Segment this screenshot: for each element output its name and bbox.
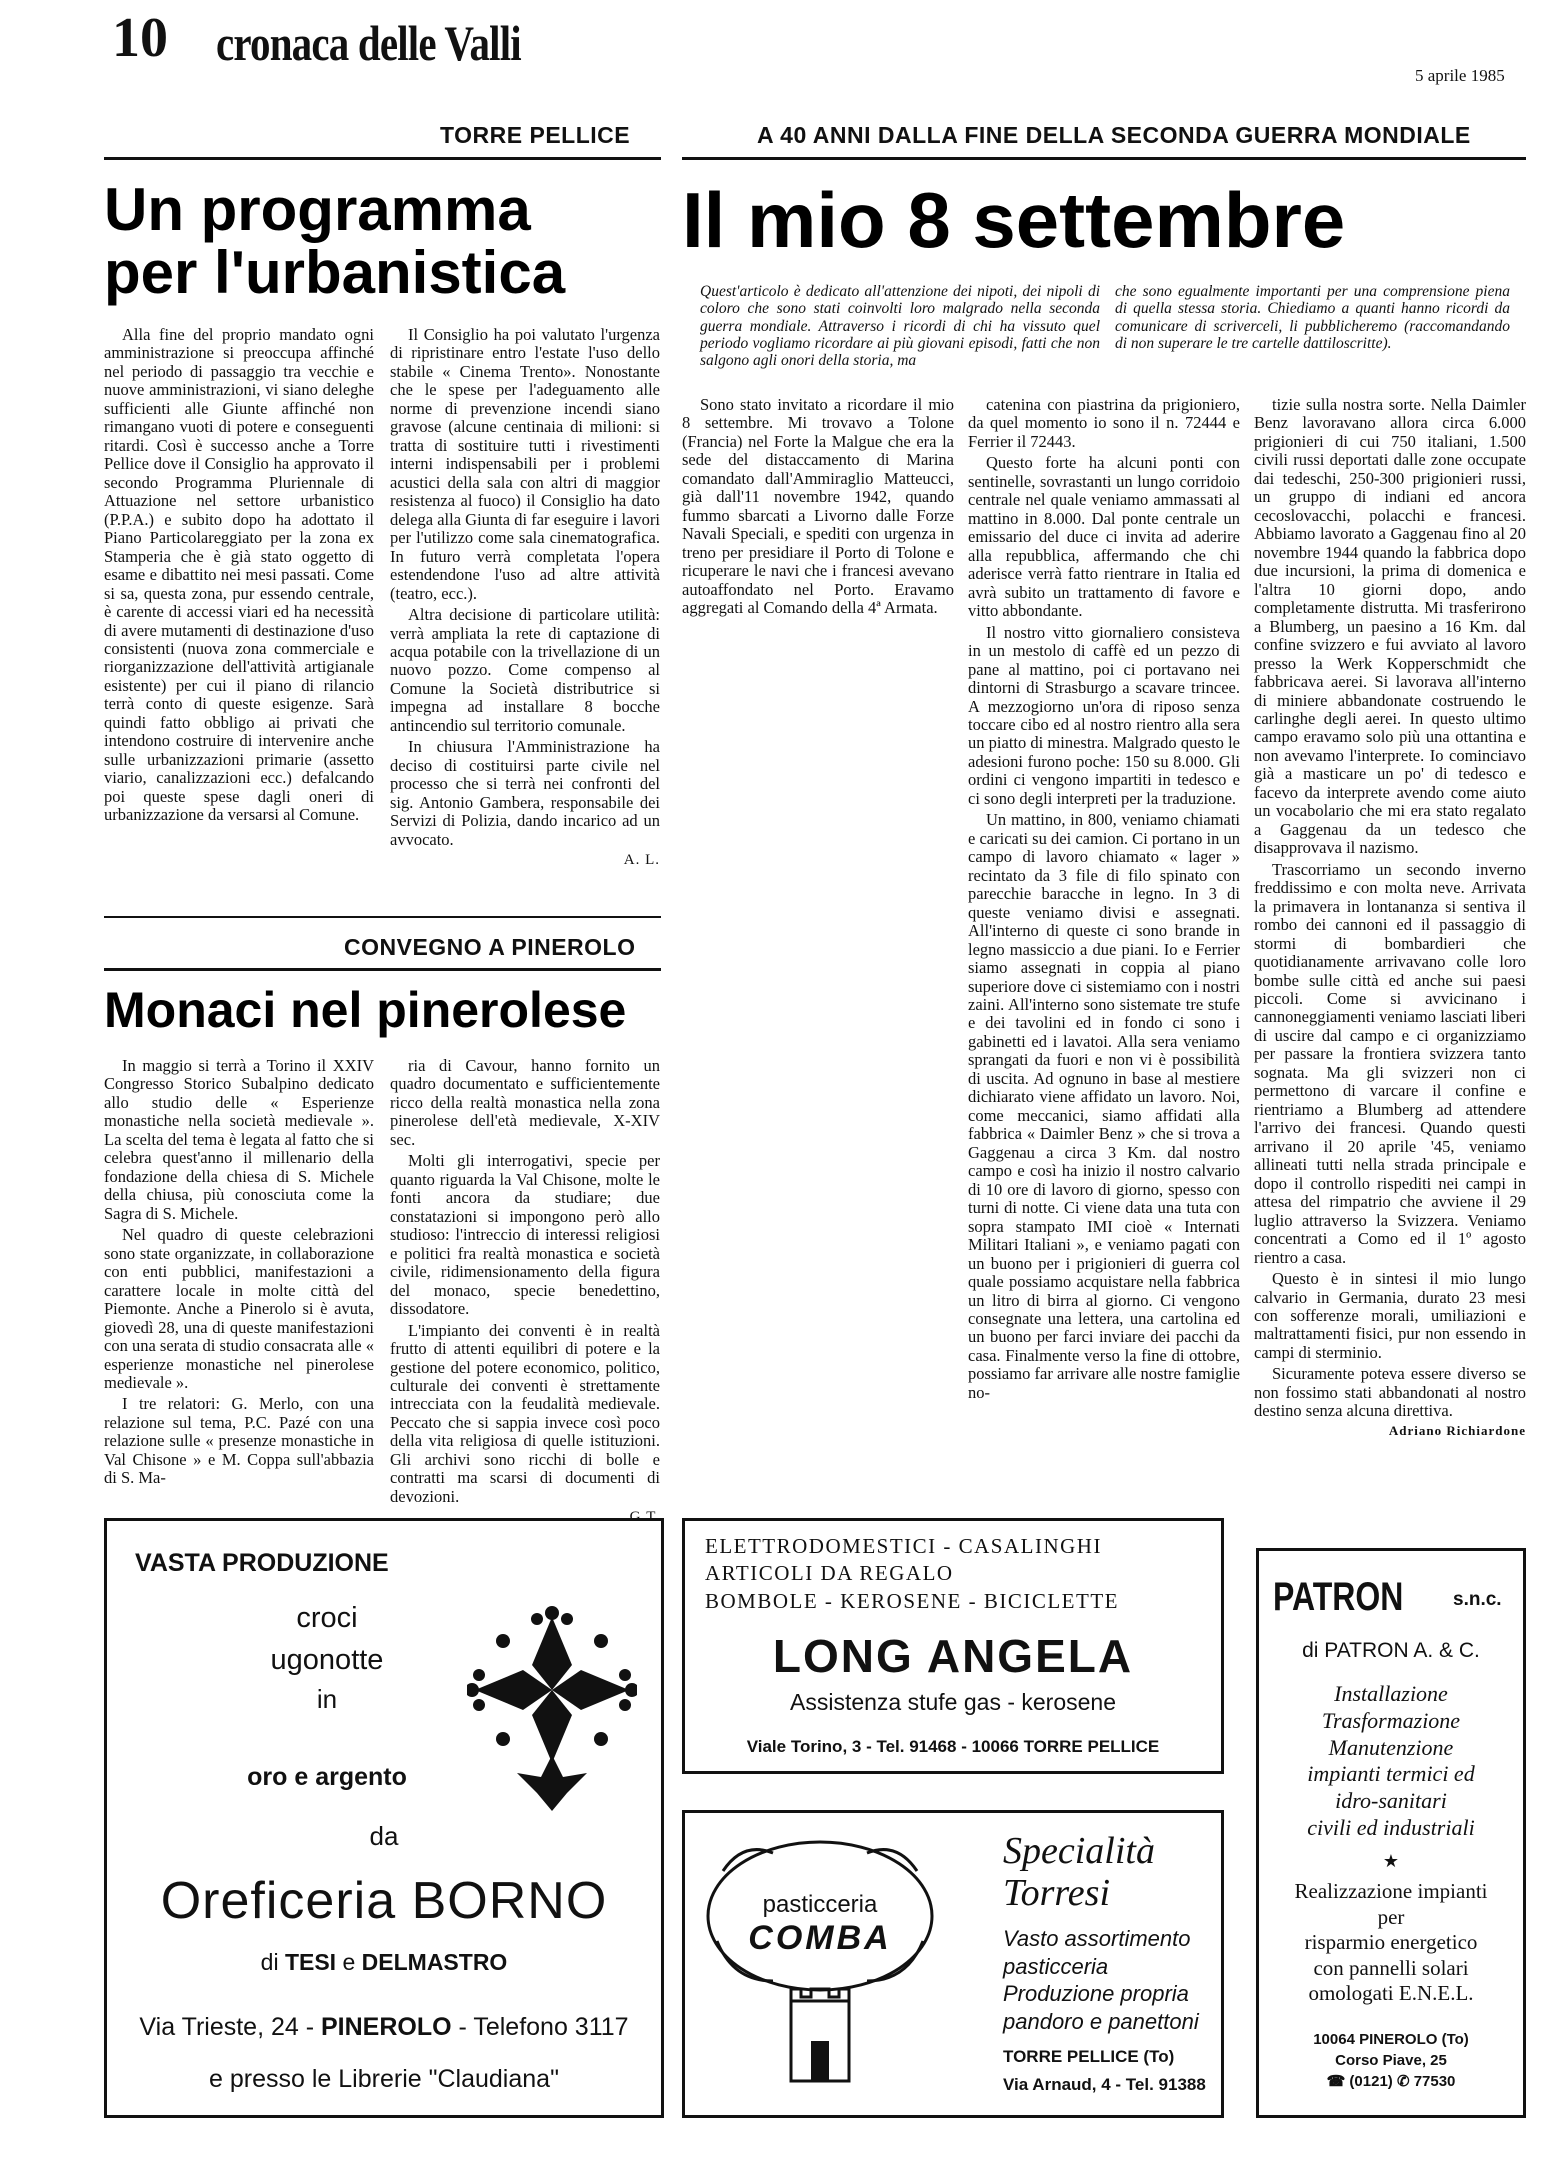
intro-right: che sono egualmente importanti per una comprensione piena di quella stessa storia. Chiediamo a quanti hanno ricordi da comunicare di scriverceli, li pubblicheremo (raccomandando di non superare le tre cartelle dattiloscritte). bbox=[1115, 283, 1510, 353]
paragraph: ria di Cavour, hanno fornito un quadro documentato e sufficientemente ricco della realtà monastica nella zona pinerolese dell'età medievale, X-XIV sec. bbox=[390, 1056, 660, 1149]
ad-long-angela-line: ELETTRODOMESTICI - CASALINGHI bbox=[705, 1534, 1102, 1558]
ad-comba-spec: Torresi bbox=[1003, 1871, 1111, 1914]
paragraph: L'impianto dei conventi è in realtà frutto di attenti equilibri di potere e la gestione del potere economico, politico, culturale dei conventi è strettamente intrecciata con la feudalità medievale. Peccato che si sappia invece così poco della vita religiosa di quelle istituzioni. Gli archivi sono ricchi di bolle e contratti ma scarsi di documenti di devozioni. bbox=[390, 1320, 660, 1506]
ad-borno-shop-b: BORNO bbox=[411, 1872, 608, 1930]
paragraph: Alla fine del proprio mandato ogni amministrazione si preoccupa affinché nel periodo di passaggio tra vecchie e nuove amministrazioni, vi siano deleghe sufficienti alle Giunte affinché non rimangano vuoti di potere e conseguenti ritardi. Così è successo anche a Torre Pellice dove il Consiglio ha approvato il secondo Programma Pluriennale di Attuazione nel settore urbanistico (P.P.A.) e subito dopo ha adottato il Piano Particolareggiato per la zona ex Stamperia che è già stato oggetto di esame e dibattito nei mesi passati. Come si sa, questa zona, pur essendo centrale, è carente di accessi viari ed ha necessità di avere mutamenti di destinazione d'uso consistenti (nuova zona commerciale e riorganizzazione dell'attività artigianale esistente) per cui il piano di rilancio terrà conto di queste esigenze. Sarà quindi fatto obbligo ai privati che intendono costruire di intervenire anche sulle urbanizzazioni primarie (assetto viario, canalizzazioni ecc.) defalcando poi queste spese dagli oneri di urbanizzazione da versarsi al Comune. bbox=[104, 325, 374, 825]
ad-comba-specialties bbox=[1003, 1831, 1155, 1915]
ad-pasticceria-comba bbox=[682, 1810, 1224, 2118]
ad-patron-services bbox=[1259, 1681, 1523, 1842]
headline-line-1: Un programma bbox=[104, 176, 531, 243]
ad-long-angela-service: Assistenza stufe gas - kerosene bbox=[790, 1689, 1116, 1715]
paragraph: Il Consiglio ha poi valutato l'urgenza di ripristinare entro l'estate l'uso dello stabile « Cinema Trento». Nonostante che le spese per l'adeguamento alle norme di prevenzione incendi siano gravose (alcune centinaia di milioni: si tratta di sostituire tutti i rivestimenti interni indispensabili per i problemi acustici della sala con altri di maggior resistenza al fuoco) il Consiglio ha dato delega alla Giunta di far eseguire i lavori per l'utilizzo come sala cinematografica. In futuro verrà completata l'opera estendendone l'uso ad altre attività (teatro, ecc.). bbox=[390, 325, 660, 603]
urbanistica-column-2 bbox=[390, 326, 660, 869]
ad-borno-line: in bbox=[316, 1684, 338, 1715]
paragraph: In maggio si terrà a Torino il XXIV Congresso Storico Subalpino dedicato allo studio delle « Esperienze monastiche nella società medievale ». La scelta del tema è legata al fatto che si celebra quest'anno il millenario della fondazione della chiesa di S. Michele della chiusa, più conosciuta come la Sagra di S. Michele. bbox=[104, 1056, 374, 1223]
ad-borno-address-2: e presso le Librerie "Claudiana" bbox=[209, 2065, 559, 2093]
ad-comba-line: pasticceria bbox=[1003, 1953, 1109, 1979]
paragraph: Il nostro vitto giornaliero consisteva in un mestolo di caffè ed un pezzo di pane al mattino, poi ci portavano nei dintorni di Strasburgo a scavare trincee. A mezzogiorno un'ora di riposo senza toccare cibo ed al nostro rientro alla sera un piatto di minestra. Malgrado questo le adesioni furono poche: 150 su 8.000. Gli ordini ci vengono impartiti in tedesco e ci sono degli interpreti per la traduzione. bbox=[968, 622, 1240, 808]
ad-patron-suffix: s.n.c. bbox=[1453, 1589, 1502, 1610]
paragraph: Nel quadro di queste celebrazioni sono state organizzate, in collaborazione con enti pubblici, manifestazioni a carattere locale in molte città del Piemonte. Anche a Pinerolo si è avuta, giovedì 28, una di queste manifestazioni con una serata di studio consacrata alle « esperienze monastiche nel pinerolese medievale ». bbox=[104, 1225, 374, 1392]
newspaper-title: cronaca delle Valli bbox=[216, 15, 521, 71]
ad-patron-line: Corso Piave, 25 bbox=[1335, 2052, 1447, 2069]
ad-borno-text: Via Trieste, 24 - bbox=[139, 2013, 321, 2041]
ad-patron-line: idro-sanitari bbox=[1335, 1788, 1447, 1814]
section-divider bbox=[104, 916, 661, 918]
ad-patron-line: ☎ (0121) ✆ 77530 bbox=[1326, 2073, 1456, 2090]
ad-patron-line: con pannelli solari bbox=[1313, 1955, 1469, 1980]
ad-comba-town: TORRE PELLICE (To) bbox=[1003, 2047, 1175, 2066]
ad-patron-line: Manutenzione bbox=[1328, 1734, 1454, 1760]
headline-line-2: per l'urbanistica bbox=[104, 239, 566, 306]
ad-borno-text: TESI bbox=[284, 1949, 337, 1975]
paragraph: Molti gli interrogativi, specie per quanto riguarda la Val Chisone, molte le fonti ancora da studiare; due constatazioni si impongono però allo studioso: l'intreccio di interessi religiosi e politici fra realtà monastica e società civile, ridimensionamento della figura del monaco, specie benedettino, dissodatore. bbox=[390, 1151, 660, 1319]
paragraph: I tre relatori: G. Merlo, con una relazione sul tema, P.C. Pazé con una relazione sulle « presenze monastiche in Val Chisone » e M. Coppa sull'abbazia di S. Ma- bbox=[104, 1394, 374, 1488]
ad-patron-line: Installazione bbox=[1334, 1681, 1448, 1706]
ad-borno-owners bbox=[107, 1949, 661, 1976]
kicker-rule bbox=[682, 157, 1526, 160]
author-signature: A. L. bbox=[623, 852, 660, 869]
ad-patron-line: per bbox=[1377, 1904, 1405, 1929]
ad-borno-product bbox=[257, 1597, 397, 1719]
page-number: 10 bbox=[112, 7, 168, 69]
settembre-column-2 bbox=[968, 396, 1240, 1405]
ad-patron-brand: PATRON bbox=[1273, 1575, 1404, 1619]
ad-comba-logo-name: COMBA bbox=[748, 1919, 892, 1957]
paragraph: In chiusura l'Amministrazione ha deciso di costituirsi parte civile nel processo che si terrà nei confronti del sig. Antonio Gambera, responsabile dei Servizi di Polizia, dando incarico ad un avvocato. bbox=[390, 737, 660, 849]
paragraph: tizie sulla nostra sorte. Nella Daimler Benz lavoravano allora circa 6.000 prigionieri di cui 750 italiani, 1.500 civili russi deportati dalle zone occupate dai tedeschi, 250-300 prigionieri russi, un gruppo di indiani ed ancora cecoslovacchi, polacchi e francesi. Abbiamo lavorato a Gaggenau fino al 20 novembre 1944 quando la fabbrica dopo due incursioni, la prima di domenica e l'altra 10 giorni dopo, ando completamente distrutta. Mi trasferirono a Blumberg, un paesino a 16 Km. dal confine svizzero e fui avviato al lavoro presso la Werk Kopperschmidt che fabbricava aerei. Si lavorava all'interno di miniere abbandonate costruendo le carlinghe degli aerei. In questo ultimo campo eravamo solo più una ottantina e non avevamo l'interprete. Io cominciavo già a masticare un po' di tedesco e facevo da interprete avendo come aiuto un vocabolario che mi era stato regalato a Gaggenau da un tedesco che disapprovava il nazismo. bbox=[1254, 395, 1526, 858]
ad-borno-address bbox=[107, 2013, 661, 2042]
paragraph: catenina con piastrina da prigioniero, da quel momento io sono il n. 72444 e Ferrier il 72443. bbox=[968, 395, 1240, 451]
section-kicker-convegno: CONVEGNO A PINEROLO bbox=[344, 934, 636, 960]
ad-borno-text: e bbox=[336, 1949, 362, 1975]
ad-borno-da: da bbox=[369, 1821, 399, 1851]
ad-long-angela-line: ARTICOLI DA REGALO bbox=[705, 1561, 954, 1586]
ad-borno-shop-a: Oreficeria bbox=[160, 1872, 412, 1930]
headline-settembre: Il mio 8 settembre bbox=[682, 176, 1346, 264]
ad-borno-text: di bbox=[260, 1949, 285, 1975]
kicker-rule bbox=[104, 157, 661, 160]
settembre-column-1 bbox=[682, 396, 954, 621]
paragraph: Trascorriamo un secondo inverno freddissimo e con molta neve. Arrivata la primavera in lontananza si sentiva il rombo dei cannoni ed il passaggio di stormi di bombardieri che quotidianamente arrivavano colle loro bombe sulle città ed anche sui paesi piccoli. Come si avvicinano i cannoneggiamenti veniamo lasciati liberi di uscire dal campo e ci organizziamo per passare la frontiera svizzera tanto sognata. Ma gli svizzeri non ci permettono di varcare il confine e rientriamo a Blumberg ad attendere l'arrivo dei francesi. Quando questi arrivano il 20 aprile '45, veniamo allineati tutti nella strada principale e dopo il controllo rispediti nei campi in attesa del rimpatrio che avviene il 29 luglio attraverso la Svizzera. Veniamo concentrati a Como ed il 1º agosto rientro a casa. bbox=[1254, 859, 1526, 1267]
paragraph: Sicuramente poteva essere diverso se non fossimo stati abbandonati al nostro destino senza alcuna direttiva. bbox=[1254, 1364, 1526, 1421]
ad-borno-headline: VASTA PRODUZIONE bbox=[135, 1549, 389, 1577]
ad-comba-line: Produzione propria bbox=[1003, 1981, 1189, 2006]
ad-patron-line: Realizzazione impianti bbox=[1294, 1879, 1488, 1903]
ad-long-angela-products bbox=[705, 1533, 1119, 1615]
ad-patron-name bbox=[1273, 1575, 1513, 1620]
ad-comba-line: Vasto assortimento bbox=[1003, 1926, 1191, 1951]
ad-patron-address bbox=[1259, 2029, 1523, 2092]
ad-long-angela-line: BOMBOLE - KEROSENE - BICICLETTE bbox=[705, 1588, 1119, 1613]
intro-left: Quest'articolo è dedicato all'attenzione dei nipoti, dei nipoli di coloro che sono stati coinvolti loro malgrado nella seconda guerra mondiale. Attraverso i ricordi di chi ha vissuto quel periodo vogliamo ricordare ai più giovani episodi, fatti che non salgono agli onori della storia, ma bbox=[700, 283, 1100, 370]
ad-comba-spec: Specialità bbox=[1003, 1830, 1155, 1872]
ad-borno-line: croci bbox=[296, 1602, 358, 1634]
ad-borno-text: - Telefono 3117 bbox=[451, 2013, 629, 2041]
section-kicker-guerra: A 40 ANNI DALLA FINE DELLA SECONDA GUERRA MONDIALE bbox=[757, 122, 1471, 148]
ad-patron-owner: di PATRON A. & C. bbox=[1302, 1639, 1480, 1662]
ad-patron-line: civili ed industriali bbox=[1307, 1815, 1475, 1841]
paragraph: Sono stato invitato a ricordare il mio 8 settembre. Mi trovavo a Tolone (Francia) nel Forte la Malgue che era la sede del distaccamento di Marina comandato dall'Ammiraglio Matteucci, già dall'11 novembre 1942, quando fummo sbarcati a Livorno dalle Forze Navali Speciali, e spediti con urgenza in treno per presidiare il Porto di Tolone e ricuperare le navi che i francesi avevano autoaffondato nel Porto. Eravamo aggregati al Comando della 4ª Armata. bbox=[682, 395, 954, 618]
paragraph: Un mattino, in 800, veniamo chiamati e caricati su dei camion. Ci portano in un campo di lavoro chiamato « lager » recintato da 3 file di filo spinato con parecchie baracche in legno. In 3 di queste veniamo divisi e assegnati. All'interno di queste ci sono brande in legno massiccio a due piani. Io e Ferrier siamo assegnati in coppia al piano superiore dove ci sistemiamo con i nostri zaini. All'interno sono sistemate tre stufe e dei tavolini ed in fondo ci sono i gabinetti ed i lavatoi. Alla sera veniamo sprangati da fuori e non vi è possibilità di uscita. Ad ognuno in base al mestiere dichiarato viene affidato un lavoro. Noi, come meccanici, siamo affidati alla fabbrica « Daimler Benz » che si trova a Gaggenau a circa 3 Km. dal nostro campo e così ha inizio il nostro calvario di 10 ore di lavoro di giorno, spesso con turni di notte. Ci viene data una tuta con sopra stampato IMI cioè « Internati Militari Italiani », e veniamo pagati con un buono per i prigionieri di guerra col quale possiamo acquistare nella fabbrica un litro di birra al giorno. Ci vengono consegnate una lettera, una cartolina ed un buono per farci inviare dei pacchi da casa. Finalmente verso la fine di ottobre, possiamo far arrivare alle nostre famiglie no- bbox=[968, 810, 1240, 1402]
ad-patron-line: omologati E.N.E.L. bbox=[1308, 1981, 1474, 2006]
star-icon: ★ bbox=[1382, 1851, 1400, 1871]
urbanistica-column-1 bbox=[104, 326, 374, 828]
ad-patron-line: Trasformazione bbox=[1321, 1707, 1461, 1733]
ad-oreficeria-borno bbox=[104, 1518, 664, 2118]
monaci-column-2 bbox=[390, 1057, 660, 1526]
monaci-column-1 bbox=[104, 1057, 374, 1491]
ad-patron-line: 10064 PINEROLO (To) bbox=[1313, 2031, 1469, 2048]
ad-borno-text: PINEROLO bbox=[321, 2013, 452, 2041]
headline-monaci: Monaci nel pinerolese bbox=[104, 982, 627, 1038]
ad-patron-line: risparmio energetico bbox=[1304, 1930, 1478, 1955]
paragraph: Questo forte ha alcuni ponti con sentinelle, sovrastanti un lungo corridoio centrale nel quale veniamo ammassati al mattino in 8.000. Dal ponte centrale un emissario del duce ci invita ad aderire alla repubblica, affermando che chi aderisce verrà fatto rientrare in Italia ed avrà subito un trattamento di favore e vitto abbondante. bbox=[968, 453, 1240, 621]
ad-comba-address: Via Arnaud, 4 - Tel. 91388 bbox=[1003, 2075, 1206, 2094]
headline-urbanistica bbox=[104, 178, 565, 304]
kicker-rule bbox=[104, 968, 661, 971]
ad-patron-energy bbox=[1259, 1879, 1523, 2007]
ad-comba-logo-top: pasticceria bbox=[762, 1891, 878, 1918]
ad-patron-line: impianti termici ed bbox=[1307, 1761, 1475, 1787]
ad-comba-description bbox=[1003, 1925, 1199, 2035]
huguenot-cross-icon bbox=[467, 1605, 637, 1815]
ad-long-angela bbox=[682, 1518, 1224, 1774]
ad-borno-line: ugonotte bbox=[270, 1644, 384, 1677]
ad-patron bbox=[1256, 1548, 1526, 2118]
paragraph: Questo è in sintesi il mio lungo calvario in Germania, durato 23 mesi con sofferenze morali, umiliazioni e maltrattamenti fisici, pur non essendo in campi di sterminio. bbox=[1254, 1269, 1526, 1362]
settembre-column-3 bbox=[1254, 396, 1526, 1438]
ad-borno-material: oro e argento bbox=[247, 1763, 407, 1791]
ad-borno-text: DELMASTRO bbox=[361, 1949, 508, 1975]
ad-long-angela-address: Viale Torino, 3 - Tel. 91468 - 10066 TORRE PELLICE bbox=[746, 1737, 1160, 1756]
author-signature: G.T. bbox=[629, 1509, 660, 1526]
ad-borno-shop-name bbox=[107, 1871, 661, 1931]
ad-long-angela-name: LONG ANGELA bbox=[772, 1630, 1134, 1682]
author-signature: Adriano Richiardone bbox=[1388, 1422, 1526, 1438]
ad-comba-line: pandoro e panettoni bbox=[1003, 2008, 1199, 2034]
section-kicker-torre-pellice: TORRE PELLICE bbox=[440, 122, 631, 148]
issue-date: 5 aprile 1985 bbox=[1415, 66, 1505, 85]
paragraph: Altra decisione di particolare utilità: verrà ampliata la rete di captazione di acqua potabile con la trivellazione di un nuovo pozzo. Come compenso al Comune la Società distributrice si impegna ad installare 8 bocche antincendio sul territorio comunale. bbox=[390, 605, 660, 735]
comba-logo bbox=[703, 1831, 937, 2101]
